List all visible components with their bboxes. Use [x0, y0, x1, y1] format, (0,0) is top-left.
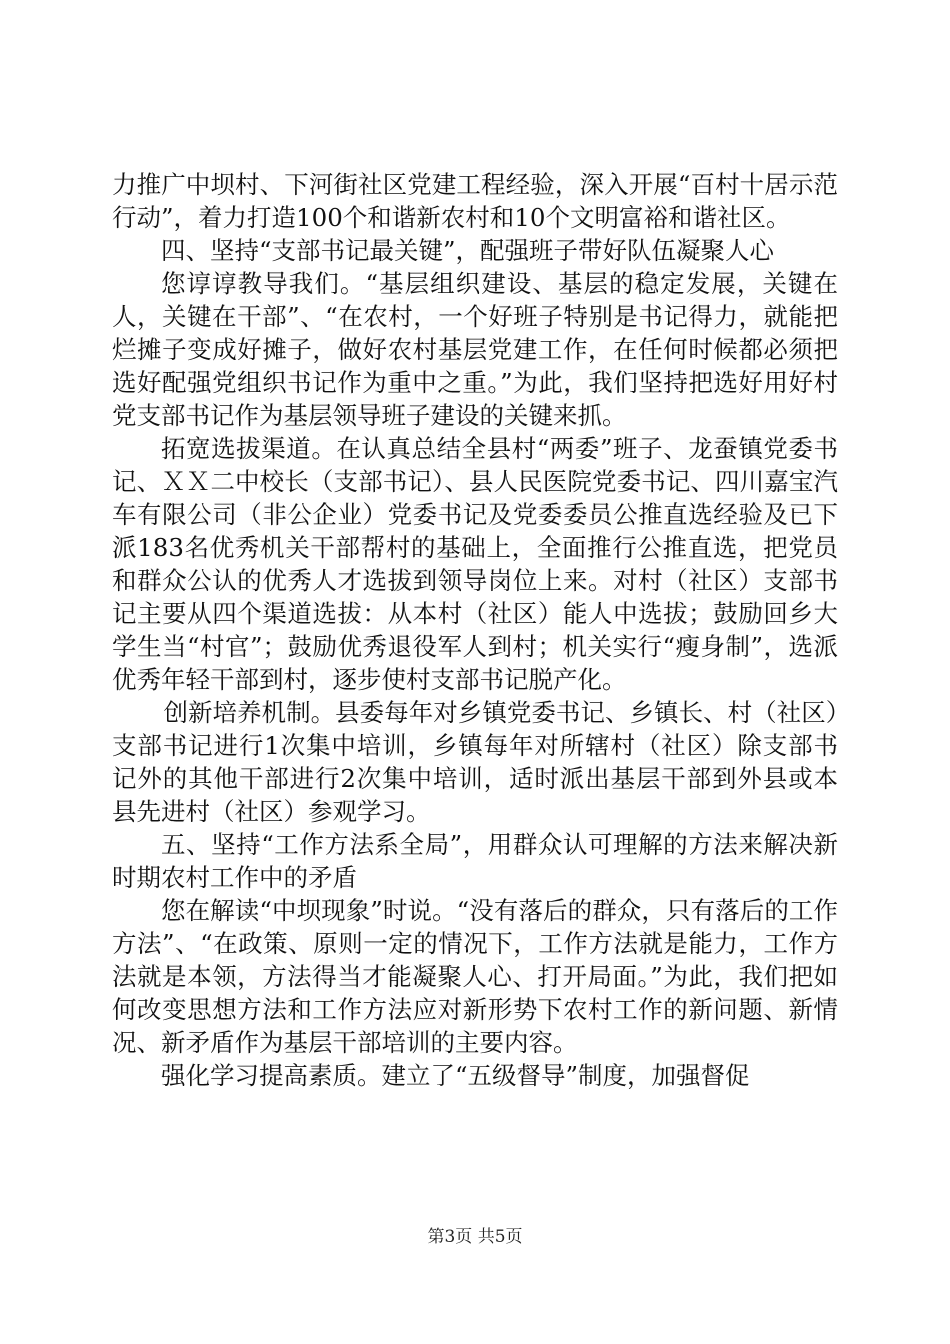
paragraph: 您在解读“中坝现象”时说。“没有落后的群众，只有落后的工作方法”、“在政策、原则一定的情况下，工作方法就是能力，工作方法就是本领，方法得当才能凝聚人心、打开局面。”为此，我们把如何改变思想方法和工作方法应对新形势下农村工作的新问题、新情况、新矛盾作为基层干部培训的主要内容。 [112, 896, 838, 1057]
document-body [112, 168, 838, 1092]
paragraph: 创新培养机制。县委每年对乡镇党委书记、乡镇长、村（社区）支部书记进行1次集中培训，乡镇每年对所辖村（社区）除支部书记外的其他干部进行2次集中培训，适时派出基层干部到外县或本县先进村（社区）参观学习。 [112, 698, 838, 826]
paragraph-continued: 力推广中坝村、下河街社区党建工程经验，深入开展“百村十居示范行动”，着力打造100个和谐新农村和10个文明富裕和谐社区。 [112, 170, 838, 232]
section-heading-five: 五、坚持“工作方法系全局”，用群众认可理解的方法来解决新时期农村工作中的矛盾 [112, 830, 838, 892]
section-heading-four: 四、坚持“支部书记最关键”，配强班子带好队伍凝聚人心 [161, 236, 775, 265]
paragraph: 拓宽选拔渠道。在认真总结全县村“两委”班子、龙蚕镇党委书记、ＸＸ二中校长（支部书记）、县人民医院党委书记、四川嘉宝汽车有限公司（非公企业）党委书记及党委委员公推直选经验及已下派183名优秀机关干部帮村的基础上，全面推行公推直选，把党员和群众公认的优秀人才选拔到领导岗位上来。对村（社区）支部书记主要从四个渠道选拔：从本村（社区）能人中选拔；鼓励回乡大学生当“村官”；鼓励优秀退役军人到村；机关实行“瘦身制”，选派优秀年轻干部到村，逐步使村支部书记脱产化。 [112, 434, 838, 694]
paragraph: 强化学习提高素质。建立了“五级督导”制度，加强督促 [161, 1061, 750, 1090]
paragraph: 您谆谆教导我们。“基层组织建设、基层的稳定发展，关键在人，关键在干部”、“在农村，一个好班子特别是书记得力，就能把烂摊子变成好摊子，做好农村基层党建工作，在任何时候都必须把选好配强党组织书记作为重中之重。”为此，我们坚持把选好用好村党支部书记作为基层领导班子建设的关键来抓。 [112, 269, 838, 430]
page-number-footer: 第3页 共5页 [427, 1227, 523, 1247]
